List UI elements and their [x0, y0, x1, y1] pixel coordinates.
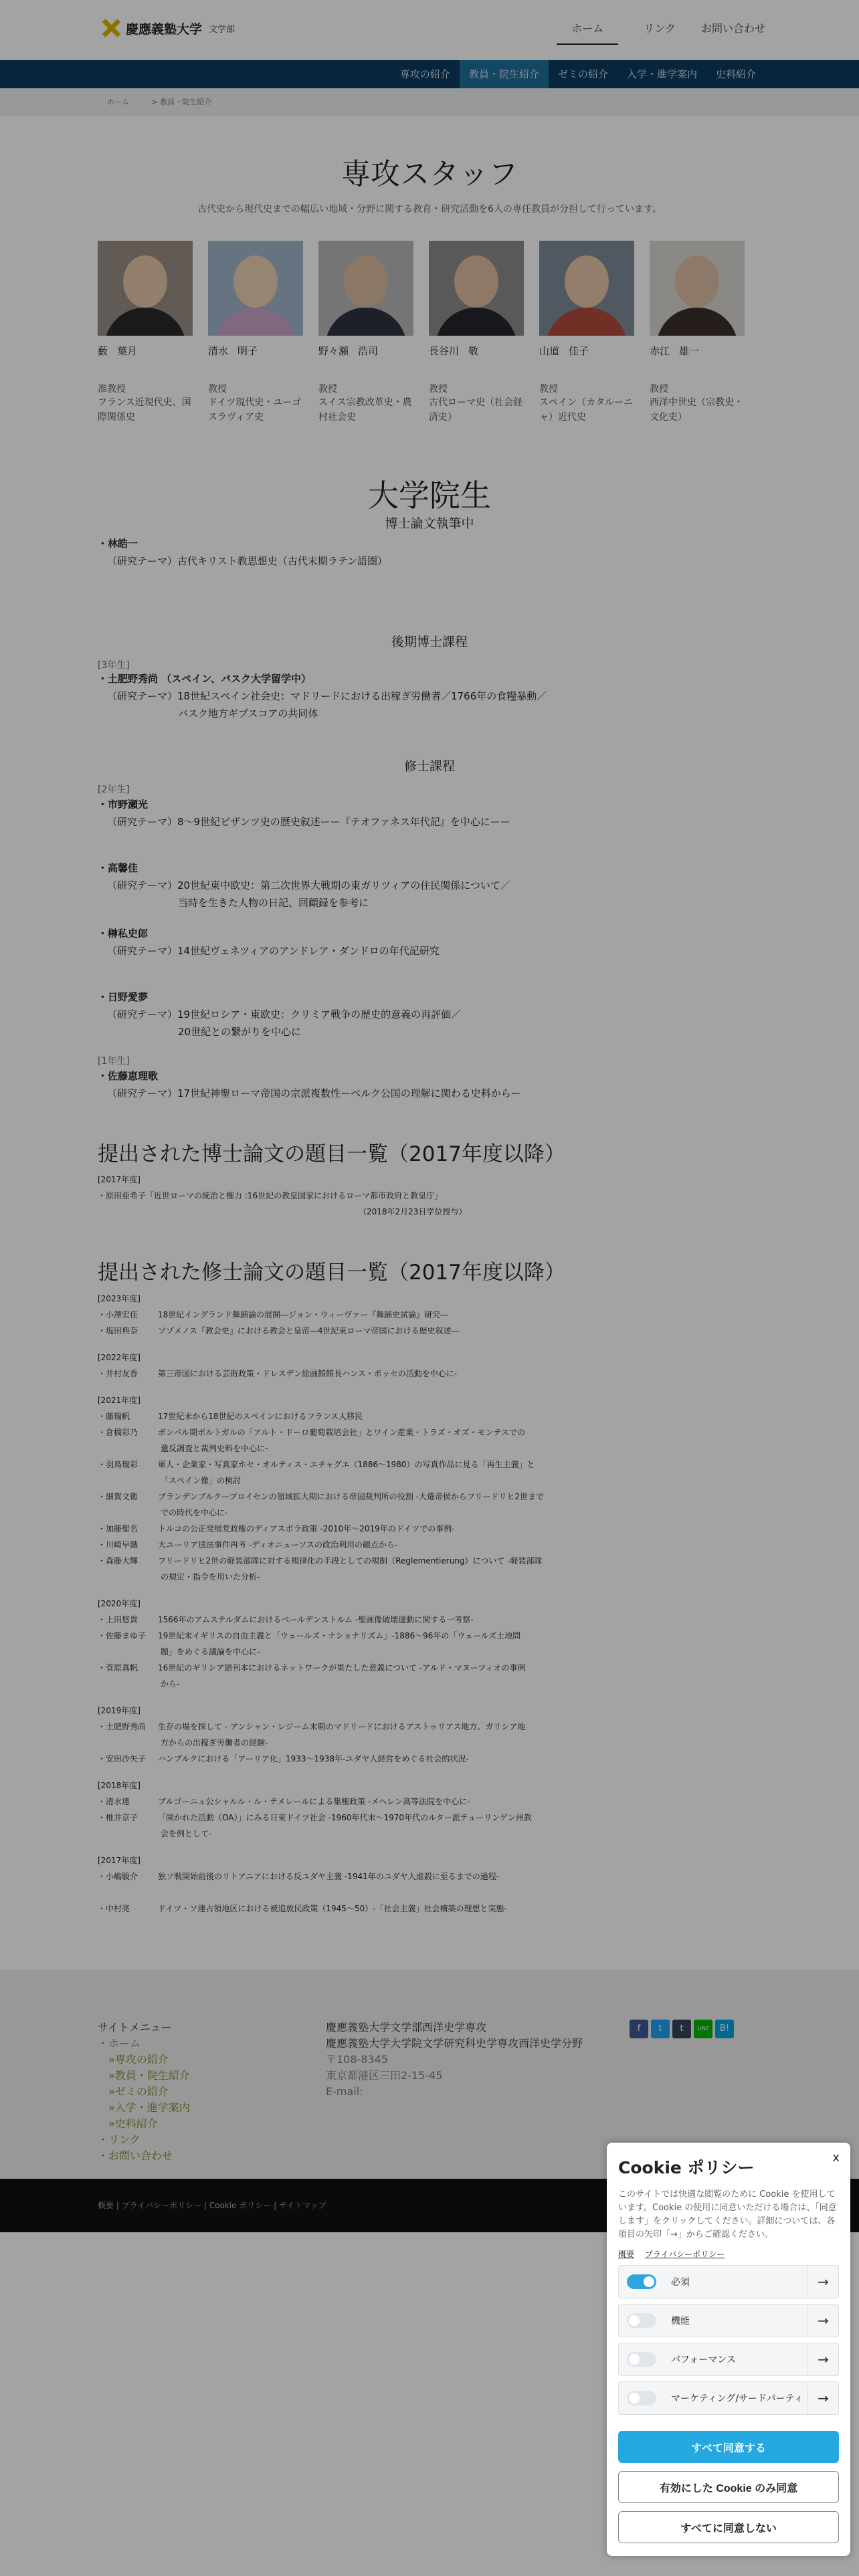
top-nav-contact[interactable]: お問い合わせ — [700, 22, 765, 35]
breadcrumb-current: > 教員・院生紹介 — [151, 98, 212, 106]
staff-field: 西洋中世史（宗教史・文化史） — [650, 397, 743, 423]
thesis-title: 16世紀のギリシア語刊本におけるネットワークが果たした意義について -アルド・マヌーツィオの事例 — [158, 1663, 526, 1673]
thesis-title: 1566年のアムステルダムにおけるベールデンストルム -聖画像破壊運動に関する一考察- — [158, 1615, 474, 1624]
footer-addr-line: 東京都港区三田2-15-45 — [326, 2069, 443, 2082]
arrow-right-icon[interactable]: → — [807, 2382, 838, 2414]
student-theme: （研究テーマ）17世紀神聖ローマ帝国の宗派複数性ーベルク公国の理解に関わる史料からー — [107, 1087, 521, 1099]
thesis-title-cont: の規定・指令を用いた分析- — [161, 1572, 260, 1582]
footer-link-staff[interactable]: »教員・院生紹介 — [108, 2069, 190, 2082]
thesis-title-cont: 遺反調査と裁判史料を中心に- — [161, 1444, 268, 1453]
arrow-right-icon[interactable]: → — [807, 2304, 838, 2337]
main-nav-sources[interactable]: 史料紹介 — [715, 68, 756, 80]
logo-text: 慶應義塾大学 — [126, 21, 203, 37]
phd-writing-heading: 博士論文執筆中 — [385, 516, 474, 531]
staff-rank: 教授 — [429, 384, 448, 395]
year-label: [2017年度] — [98, 1856, 140, 1865]
footer-addr-line: E-mail: — [326, 2085, 363, 2098]
student-name: ・市野瀬光 — [98, 798, 149, 811]
thesis-title: 第三帝国における芸術政策・ドレスデン絵画館館長ハンス・ポッセの活動を中心に- — [158, 1369, 458, 1378]
staff-name: 長谷川 敬 — [429, 345, 479, 357]
accept-all-button[interactable]: すべて同意する — [618, 2431, 839, 2463]
student-theme: （研究テーマ）20世紀東中欧史：第二次世界大戦期の東ガリツィアの住民関係について／ — [107, 879, 510, 891]
cookie-links — [618, 2248, 839, 2260]
thesis-author: ・小嶋駿介 — [98, 1872, 138, 1881]
toggle-switch[interactable] — [627, 2313, 656, 2328]
year-label: [2023年度] — [98, 1294, 140, 1303]
footer-menu-title: サイトメニュー — [98, 2021, 172, 2034]
thesis-title: ボンパル期ポルトガルの「アルト・ドーロ葡萄栽培会社」とワイン産業・トラズ・オズ・モンテスでの — [158, 1428, 526, 1437]
logo-sub: 文学部 — [209, 24, 235, 35]
thesis-title-cont: から- — [161, 1679, 180, 1689]
student-theme: （研究テーマ）14世紀ヴェネツィアのアンドレア・ダンドロの年代記研究 — [107, 945, 440, 957]
thesis-author: ・土肥野秀尚 — [98, 1722, 147, 1731]
student-theme: （研究テーマ）19世紀ロシア・東欧史：クリミア戦争の歴史的意義の再評価／ — [107, 1008, 462, 1021]
thesis-title: ブルゴーニュ公シャルル・ル・テメレールによる集権政策 -メヘレン高等法院を中心に- — [158, 1797, 470, 1806]
category-label: パフォーマンス — [671, 2355, 736, 2365]
footer-link-admission[interactable]: »入学・進学案内 — [108, 2101, 190, 2114]
cookie-category-performance[interactable] — [618, 2343, 839, 2376]
thesis-author: ・藤瑞帆 — [98, 1412, 130, 1421]
close-icon[interactable]: x — [832, 2151, 840, 2165]
footer-addr-line: 〒108-8345 — [326, 2053, 389, 2066]
thesis-author: ・塩田典奈 — [98, 1326, 138, 1335]
student-theme: （研究テーマ）8〜9世紀ビザンツ史の歴史叙述ーー『テオファネス年代記』を中心にーー — [107, 816, 510, 828]
thesis-author: ・細賀文衛 — [98, 1492, 138, 1501]
main-nav-staff[interactable]: 教員・院生紹介 — [460, 60, 549, 88]
thesis-title: ブランデンブルクープロイセンの領域拡大期における帝国裁判所の役割 -大選帝侯からフリードリヒ2世まで — [158, 1492, 545, 1501]
staff-field: フランス近現代史、国際関係史 — [98, 397, 191, 423]
staff-rank: 准教授 — [98, 384, 126, 395]
student-name: ・林皓一 — [98, 538, 138, 550]
year-label: [1年生] — [98, 1056, 130, 1067]
category-label: マーケティング/サードパーティ — [671, 2393, 803, 2404]
student-name: ・佐藤恵理歌 — [98, 1070, 159, 1082]
student-theme-cont: 当時を生きた人物の日記、回顧録を参考に — [178, 897, 369, 909]
footer-link-seminar[interactable]: »ゼミの紹介 — [108, 2085, 169, 2098]
thesis-author: ・小澤宏佳 — [98, 1310, 138, 1319]
tumblr-icon[interactable]: t — [672, 2020, 691, 2038]
thesis-author: ・中村亮 — [98, 1904, 130, 1913]
staff-rank: 教授 — [208, 384, 227, 395]
staff-name: 清水 明子 — [208, 345, 258, 357]
staff-name: 野々瀬 浩司 — [318, 345, 379, 357]
thesis-author: ・加藤聖名 — [98, 1524, 138, 1533]
thesis-title-cont: 会を例として- — [161, 1829, 212, 1838]
top-nav-home[interactable]: ホーム — [557, 20, 618, 45]
staff-rank: 教授 — [318, 384, 337, 395]
footer-link-sources[interactable]: »史料紹介 — [108, 2117, 158, 2130]
main-nav-about[interactable]: 専攻の紹介 — [399, 68, 450, 80]
thesis-title: フリードリヒ2世の軽装部隊に対する規律化の手段としての規制（Reglementierung）について -軽装部隊 — [158, 1556, 543, 1566]
doctoral-heading: 後期博士課程 — [391, 635, 468, 649]
thesis-title: ドイツ・ソ連占領地区における被追放民政策（1945〜50）-「社会主義」社会構築の理想と実態- — [158, 1904, 507, 1913]
student-name: ・高馨佳 — [98, 862, 138, 874]
master-heading: 修士課程 — [403, 759, 455, 774]
line-icon[interactable]: LINE — [694, 2020, 712, 2038]
accept-selected-button[interactable]: 有効にした Cookie のみ同意 — [618, 2471, 839, 2503]
thesis-title: 19世紀末イギリスの自由主義と「ウェールズ・ナショナリズム」-1886〜96年の「ウェールズ土地問 — [158, 1631, 521, 1640]
footer-link-home[interactable]: ・ホーム — [98, 2037, 141, 2050]
bottom-bar[interactable]: 概要 | プライバシーポリシー | Cookie ポリシー | サイトマップ — [0, 2179, 859, 2232]
year-label: [3年生] — [98, 660, 130, 671]
staff-field: 古代ローマ史（社会経済史） — [429, 397, 522, 423]
breadcrumb-home[interactable]: ホーム — [107, 98, 129, 106]
student-name: ・榊私史郎 — [98, 928, 149, 940]
thesis-author: ・菅原真帆 — [98, 1663, 138, 1673]
thesis-author: ・川崎早織 — [98, 1540, 138, 1549]
cookie-link-summary[interactable]: 概要 — [618, 2250, 635, 2259]
thesis-author: ・井村友香 — [98, 1369, 138, 1378]
staff-rank: 教授 — [539, 384, 558, 395]
toggle-switch[interactable] — [627, 2391, 656, 2405]
master-theses-heading: 提出された修士論文の題目一覧（2017年度以降） — [98, 1261, 565, 1285]
student-theme-cont: バスク地方ギプスコアの共同体 — [178, 708, 318, 720]
main-nav-seminar[interactable]: ゼミの紹介 — [557, 68, 608, 80]
arrow-right-icon[interactable]: → — [807, 2266, 838, 2298]
thesis-title: ハンブルクにおける「アーリア化」1933〜1938年-ユダヤ人経営をめぐる社会的状況- — [158, 1754, 469, 1763]
thesis-title: 独ソ戦開始前後のリトアニアにおける反ユダヤ主義 -1941年のユダヤ人虐殺に至るまでの過程- — [158, 1872, 500, 1881]
staff-rank: 教授 — [650, 384, 668, 395]
cookie-title: Cookie ポリシー — [618, 2158, 755, 2177]
toggle-switch[interactable] — [627, 2352, 656, 2367]
student-name: ・土肥野秀尚 （スペイン、バスク大学留学中） — [98, 673, 312, 685]
thesis-title-cont: 題」をめぐる議論を中心に- — [161, 1647, 260, 1656]
cookie-category-functional[interactable] — [618, 2304, 839, 2337]
hatena-icon[interactable]: B! — [715, 2020, 734, 2038]
grad-title: 大学院生 — [368, 477, 491, 514]
student-name: ・日野愛夢 — [98, 991, 149, 1003]
thesis-title: 大ユーリア送法事件再考 -ディオニューソスの政治利用の観点から- — [158, 1540, 398, 1549]
thesis-author: ・上田悠貴 — [98, 1615, 138, 1624]
thesis-title-cont: 「スペイン像」の検討 — [161, 1476, 242, 1485]
thesis-date: （2018年2月23日学位授与） — [359, 1207, 467, 1216]
phd-theses-heading: 提出された博士論文の題目一覧（2017年度以降） — [98, 1142, 565, 1166]
cookie-link-privacy[interactable]: プライバシーポリシー — [644, 2250, 725, 2259]
staff-field: ドイツ現代史・ユーゴスラヴィア史 — [208, 397, 302, 423]
cookie-dialog — [607, 2143, 850, 2556]
staff-title: 専攻スタッフ — [341, 157, 518, 191]
thesis-title: トルコの公正発展党政権のディアスポラ政策 -2010年〜2019年のドイツでの事例- — [158, 1524, 455, 1533]
thesis-title: 「開かれた活動（OA）」にみる日東ドイツ社会 -1960年代末〜1970年代のルター派テューリンゲン州教 — [158, 1813, 532, 1822]
year-label: [2017年度] — [98, 1175, 140, 1184]
thesis-author: ・椎井京子 — [98, 1813, 138, 1822]
footer-link-links[interactable]: ・リンク — [98, 2133, 140, 2146]
footer-addr-line: 慶應義塾大学大学院文学研究科史学専攻西洋史学分野 — [326, 2037, 583, 2050]
year-label: [2018年度] — [98, 1781, 140, 1790]
staff-field: スペイン（カタルーニャ）近代史 — [539, 397, 633, 423]
thesis-line: ・原田亜希子「近世ローマの統治と権力 :16世紀の教皇国家におけるローマ都市政府と教皇庁」 — [98, 1191, 443, 1200]
thesis-author: ・羽鳥瑞彩 — [98, 1460, 138, 1469]
thesis-title: 軍人・企業家・写真家ホセ・オルティス・エチャグエ（1886〜1980）の写真作品に見る「再生主義」と — [158, 1460, 535, 1469]
footer-link-contact[interactable]: ・お問い合わせ — [98, 2149, 173, 2162]
staff-subtitle: 古代史から現代史までの幅広い地域・分野に関する教育・研究活動を6人の専任教員が分担して行っています。 — [197, 204, 662, 215]
main-nav-admission[interactable]: 入学・進学案内 — [626, 68, 697, 80]
cookie-description: このサイトでは快適な閲覧のために Cookie を使用しています。Cookie の使用に同意いただける場合は、「同意します」をクリックしてください。詳細については、各項目の矢印「→」からご確認ください。 — [618, 2189, 837, 2240]
category-label: 機能 — [671, 2316, 690, 2327]
thesis-title: ソゾメノス『教会史』における教会と皇帝―4世紀東ローマ帝国における歴史叙述― — [158, 1326, 460, 1335]
facebook-icon[interactable]: f — [630, 2020, 648, 2038]
year-label: [2年生] — [98, 784, 130, 795]
thesis-author: ・佐藤まゆ子 — [98, 1631, 147, 1640]
twitter-icon[interactable]: t — [651, 2020, 670, 2038]
staff-field: スイス宗教改革史・農村社会史 — [318, 397, 412, 423]
thesis-author: ・森藤大輝 — [98, 1556, 138, 1566]
thesis-title: 17世紀末から18世紀のスペインにおけるフランス人移民 — [158, 1412, 363, 1421]
toggle-switch[interactable] — [627, 2274, 656, 2289]
cookie-category-required[interactable] — [618, 2265, 839, 2298]
footer-link-about[interactable]: »専攻の紹介 — [108, 2053, 169, 2066]
thesis-author: ・安田沙矢子 — [98, 1754, 147, 1763]
reject-all-button[interactable]: すべてに同意しない — [618, 2511, 839, 2543]
staff-name: 藪 葉月 — [98, 345, 138, 357]
top-nav-links[interactable]: リンク — [644, 22, 676, 35]
thesis-author: ・清水達 — [98, 1797, 130, 1806]
thesis-title: 生存の場を探して - アンシャン・レジーム末期のマドリードにおけるアストゥリアス地方、ガリシア地 — [158, 1722, 526, 1731]
year-label: [2019年度] — [98, 1706, 140, 1715]
thesis-title-cont: での時代を中心に- — [161, 1508, 228, 1517]
footer-addr-line: 慶應義塾大学文学部西洋史学専攻 — [326, 2021, 487, 2034]
year-label: [2021年度] — [98, 1396, 140, 1405]
thesis-title-cont: 方からの出稼ぎ労働者の経験- — [161, 1738, 268, 1747]
student-theme: （研究テーマ）古代キリスト教思想史（古代末期ラテン語圏） — [107, 555, 387, 567]
arrow-right-icon[interactable]: → — [807, 2343, 838, 2375]
staff-name: 山道 佳子 — [539, 345, 589, 357]
category-label: 必須 — [671, 2277, 690, 2288]
year-label: [2020年度] — [98, 1599, 140, 1608]
thesis-title: 18世紀イングランド舞踊論の展開―ジョン・ウィーヴァー『舞踊史試論』研究― — [158, 1310, 448, 1319]
student-theme-cont: 20世紀との繋がりを中心に — [178, 1026, 302, 1038]
staff-name: 赤江 雄一 — [650, 345, 700, 357]
cookie-category-marketing[interactable] — [618, 2381, 839, 2415]
thesis-author: ・倉橋彩乃 — [98, 1428, 138, 1437]
year-label: [2022年度] — [98, 1353, 140, 1362]
student-theme: （研究テーマ）18世紀スペイン社会史：マドリードにおける出稼ぎ労働者／1766年の食糧暴動／ — [107, 690, 547, 702]
